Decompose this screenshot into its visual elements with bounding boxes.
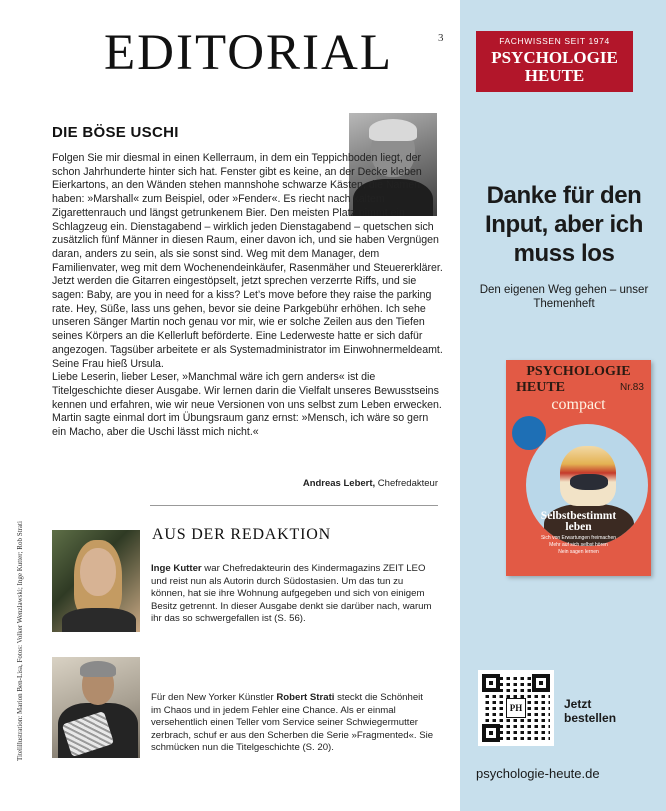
qr-logo-mark: PH (506, 698, 526, 718)
robert-strati-photo (52, 657, 140, 758)
cover-issue-number: Nr.83 (620, 382, 644, 393)
robert-strati-text-before: Für den New Yorker Künstler (151, 692, 277, 703)
photo-credits: Titelillustration: Marion Ben-Lisa, Fotos: Volker Wenzlawski; Inge Kutter; Rob Strati (16, 521, 24, 761)
cover-title-line1: PSYCHOLOGIE (526, 364, 631, 379)
cover-teaser-2: Mehr auf sich selbst hören (549, 542, 608, 548)
inge-kutter-bio (151, 563, 435, 626)
cover-topic-line1: Selbstbestimmt (540, 510, 617, 522)
qr-code[interactable] (478, 670, 554, 746)
robert-strati-text-after: steckt die Schönheit im Chaos und in jedem Fehler eine Chance. Als er einmal versehentlich einen Teller vom Service seiner Schwiegermutter zerbrach, schuf er aus den Scherben die Serie »Fragmented«. Sie schmücken nun die Titelgeschichte (S. 20). (151, 692, 434, 754)
cover-teaser-3: Nein sagen lernen (558, 549, 599, 555)
editorial-headline: DIE BÖSE USCHI (52, 124, 179, 141)
inge-kutter-text: war Chefredakteurin des Kindermagazins ZEIT LEO und reist nun als Autorin durch Südostasien. Um das tun zu können, hat sie ihre Wohnung aufgegeben und sich von einigem Besitz getrennt. In dieser Ausgabe denkt sie darüber nach, warum ihr das so schwergefallen ist (S. 56). (151, 563, 432, 625)
magazine-cover[interactable] (506, 360, 651, 576)
logo-name-line2: HEUTE (524, 66, 585, 85)
psychologie-heute-logo[interactable] (476, 31, 633, 92)
logo-kicker: FACHWISSEN SEIT 1974 (499, 36, 610, 46)
section-divider (150, 505, 438, 506)
robert-strati-bio (151, 692, 435, 755)
cover-teaser-1: Sich von Erwartungen freimachen (540, 535, 617, 541)
cover-subtitle: compact (551, 396, 606, 413)
page-title: EDITORIAL (104, 25, 394, 81)
editorial-signature (52, 478, 438, 489)
ad-subline: Den eigenen Weg gehen – unser Themenheft (479, 284, 649, 310)
page-number: 3 (438, 32, 444, 44)
inge-kutter-photo (52, 530, 140, 632)
website-link[interactable]: psychologie-heute.de (476, 766, 600, 781)
editorial-paragraph-2: Liebe Leserin, lieber Leser, »Manchmal wäre ich gern anders« ist die Titelgeschichte dieser Ausgabe. Wir lernen darin die Vielfalt unseres Bewusstseins kennen und erfahren, wie wir neue Versionen von uns selbst zum Leben erwecken. Martin sagte einmal dort im Übungsraum ganz ernst: »Mensch, ich wäre so gern ein Macho, aber die Uschi lässt mich nicht.« (52, 371, 442, 439)
inge-kutter-name: Inge Kutter (151, 563, 202, 574)
logo-name-line1: PSYCHOLOGIE (491, 48, 618, 67)
signature-role: Chefredakteur (377, 478, 438, 489)
robert-strati-name: Robert Strati (276, 692, 335, 703)
order-now-link[interactable]: Jetzt bestellen (564, 697, 617, 725)
editorial-body (52, 152, 444, 440)
cover-topic-line2: leben (565, 521, 592, 533)
cover-title-line2: HEUTE (516, 380, 566, 395)
editorial-paragraph-1: Folgen Sie mir diesmal in einen Kellerraum, in dem ein Teppichboden liegt, der schon Jahrhunderte hinter sich hat. Fenster gibt es keine, an der Decke kleben Eierkartons, an den Wänden stehen mannshohe schwarze Kästen, die Namen haben: »Marshall« zum Beispiel, oder »Fender«. Es riecht nach kaltem Zigarettenrauch und längst getrunkenem Bier. Den meisten Platz nimmt ein Schlagzeug ein. Dienstagabend – wirklich jeden Dienstagabend – quetschen sich zusätzlich fünf Männer in diesen Raum, einer davon ich, und sie haben Vergnügen daran, anders zu sein, als sie sonst sind. Weg mit dem Manager, dem Familienvater, weg mit dem Wochenendeinkäufer, Rasenmäher und Steuererklärer. Jetzt werden die Gitarren eingestöpselt, jetzt sprechen verzerrte Riffs, und sie sagen: Baby, are you in need for a kiss? Let’s move before they raise the parking rate. Hey, Süße, lass uns gehen, bevor sie deine Parkgebühr erhöhen. Ich sehe unseren Sänger Martin noch genau vor mir, wie er solche Zeilen aus den Tiefen seines Körpers an die Kellerluft beförderte. Eine Lederweste hatte er sich dafür angezogen. Tagsüber arbeitete er als Systemadministrator im Einwohnermeldeamt. Seine Frau hieß Ursula. (52, 152, 443, 370)
ad-headline: Danke für den Input, aber ich muss los (484, 182, 644, 267)
cover-badge (512, 416, 546, 450)
signature-name: Andreas Lebert, (302, 478, 376, 489)
redaktion-title: AUS DER REDAKTION (152, 526, 331, 543)
